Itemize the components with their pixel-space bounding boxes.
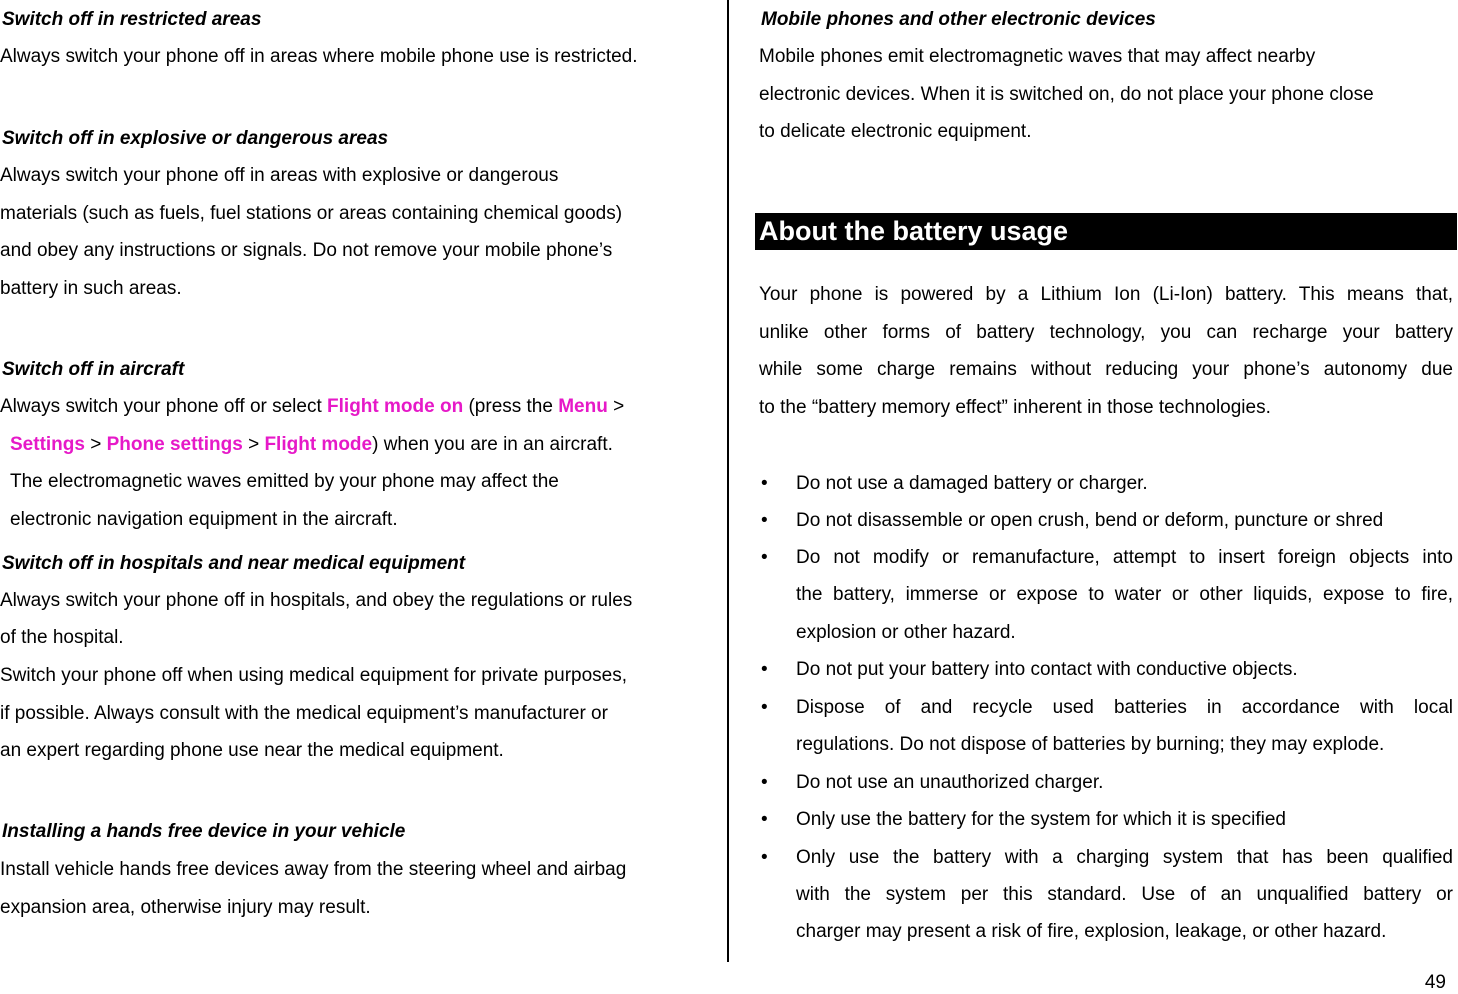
bullet-icon: •	[761, 697, 768, 718]
bullet-icon: •	[761, 659, 768, 680]
bullet-icon: •	[761, 772, 768, 793]
hands-free-text-2: expansion area, otherwise injury may result.	[0, 897, 371, 918]
aircraft-heading: Switch off in aircraft	[2, 359, 185, 380]
bullet-icon: •	[761, 847, 768, 868]
electronic-devices-heading: Mobile phones and other electronic devices	[761, 9, 1156, 30]
battery-usage-banner: About the battery usage	[755, 213, 1457, 250]
hands-free-text-1: Install vehicle hands free devices away from the steering wheel and airbag	[0, 859, 627, 880]
aircraft-text-4: electronic navigation equipment in the aircraft.	[10, 509, 398, 530]
bullet-text-5-line-1: Dispose of and recycle used batteries in accordance with local	[796, 697, 1453, 718]
aircraft-text-3: The electromagnetic waves emitted by your phone may affect the	[10, 471, 559, 492]
hospitals-heading: Switch off in hospitals and near medical equipment	[2, 553, 466, 574]
column-divider	[727, 0, 729, 962]
explosive-areas-heading: Switch off in explosive or dangerous areas	[2, 128, 389, 149]
aircraft-sep-1: >	[84, 434, 107, 455]
bullet-text-2: Do not disassemble or open crush, bend or deform, puncture or shred	[796, 510, 1384, 531]
bullet-icon: •	[761, 473, 768, 494]
phone-settings-keyword: Phone settings	[106, 434, 243, 455]
flight-mode-keyword: Flight mode	[264, 434, 373, 455]
restricted-areas-text: Always switch your phone off in areas where mobile phone use is restricted.	[0, 46, 638, 67]
hands-free-heading: Installing a hands free device in your vehicle	[2, 821, 406, 842]
hospitals-text-3: Switch your phone off when using medical equipment for private purposes,	[0, 665, 628, 686]
bullet-text-6: Do not use an unauthorized charger.	[796, 772, 1104, 793]
settings-keyword: Settings	[10, 434, 85, 455]
electronic-devices-text-1: Mobile phones emit electromagnetic waves that may affect nearby	[759, 46, 1316, 67]
bullet-icon: •	[761, 510, 768, 531]
bullet-icon: •	[761, 809, 768, 830]
aircraft-text-2	[10, 434, 613, 456]
bullet-text-5-line-2: regulations. Do not dispose of batteries by burning; they may explode.	[796, 734, 1385, 755]
bullet-text-3-line-3: explosion or other hazard.	[796, 622, 1016, 643]
flight-mode-on-keyword: Flight mode on	[327, 396, 464, 417]
bullet-text-3-line-2: the battery, immerse or expose to water or other liquids, expose to fire,	[796, 584, 1453, 605]
hospitals-text-5: an expert regarding phone use near the medical equipment.	[0, 740, 504, 761]
battery-intro-3: while some charge remains without reducing your phone’s autonomy due	[759, 359, 1453, 380]
electronic-devices-text-3: to delicate electronic equipment.	[759, 121, 1032, 142]
hospitals-text-1: Always switch your phone off in hospitals, and obey the regulations or rules	[0, 590, 633, 611]
bullet-text-8-line-3: charger may present a risk of fire, explosion, leakage, or other hazard.	[796, 921, 1387, 942]
explosive-areas-text-4: battery in such areas.	[0, 278, 182, 299]
bullet-text-8-line-1: Only use the battery with a charging system that has been qualified	[796, 847, 1453, 868]
aircraft-text-1-post: >	[607, 396, 625, 417]
aircraft-text-2-post: ) when you are in an aircraft.	[372, 434, 613, 455]
hospitals-text-4: if possible. Always consult with the medical equipment’s manufacturer or	[0, 703, 608, 724]
bullet-text-7: Only use the battery for the system for which it is specified	[796, 809, 1286, 830]
bullet-text-3-line-1: Do not modify or remanufacture, attempt to insert foreign objects into	[796, 547, 1453, 568]
battery-intro-2: unlike other forms of battery technology, you can recharge your battery	[759, 322, 1453, 343]
explosive-areas-text-2: materials (such as fuels, fuel stations or areas containing chemical goods)	[0, 203, 623, 224]
restricted-areas-heading: Switch off in restricted areas	[2, 9, 262, 30]
hospitals-text-2: of the hospital.	[0, 627, 124, 648]
aircraft-sep-2: >	[242, 434, 265, 455]
explosive-areas-text-1: Always switch your phone off in areas with explosive or dangerous	[0, 165, 559, 186]
aircraft-text-1-pre: Always switch your phone off or select	[0, 396, 328, 417]
menu-keyword: Menu	[558, 396, 608, 417]
electronic-devices-text-2: electronic devices. When it is switched on, do not place your phone close	[759, 84, 1374, 105]
bullet-text-1: Do not use a damaged battery or charger.	[796, 473, 1148, 494]
page-number: 49	[1424, 972, 1446, 993]
aircraft-text-1	[0, 396, 624, 418]
bullet-text-4: Do not put your battery into contact with conductive objects.	[796, 659, 1298, 680]
explosive-areas-text-3: and obey any instructions or signals. Do not remove your mobile phone’s	[0, 240, 613, 261]
bullet-icon: •	[761, 547, 768, 568]
battery-intro-1: Your phone is powered by a Lithium Ion (Li-Ion) battery. This means that,	[759, 284, 1453, 305]
aircraft-text-1-mid: (press the	[463, 396, 559, 417]
battery-intro-4: to the “battery memory effect” inherent in those technologies.	[759, 397, 1271, 418]
bullet-text-8-line-2: with the system per this standard. Use of an unqualified battery or	[796, 884, 1453, 905]
